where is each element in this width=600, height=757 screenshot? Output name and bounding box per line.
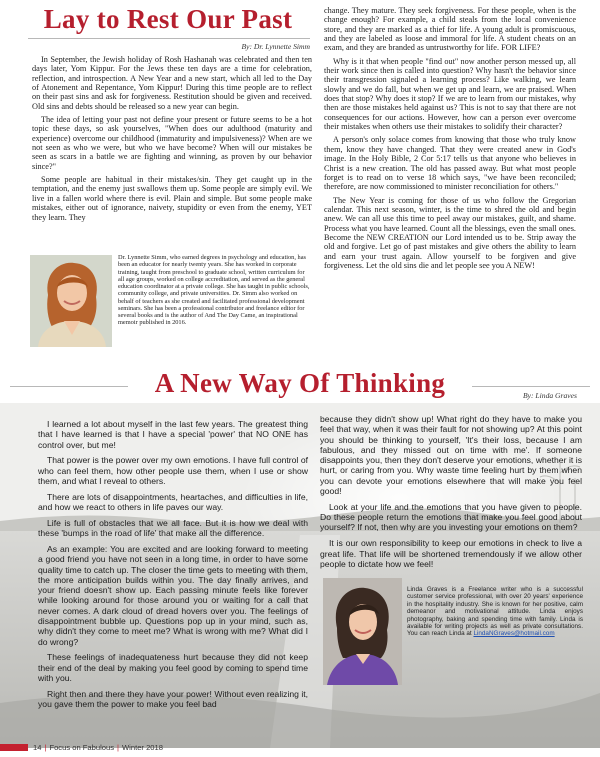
article-new-way-of-thinking xyxy=(0,365,600,757)
paragraph: I learned a lot about myself in the last few years. The greatest thing that I have learned is that I have a special 'power' that NO ONE has control over, but me! xyxy=(38,419,308,450)
author-bio-text: Dr. Lynnette Simm, who earned degrees in psychology and education, has been an educator for nearly twenty years. She has worked in corporate training, taught from preschool to graduate school, written curriculum for all age groups, worked on college accreditation, and served as the general education coordinator at a private college. She has taught in public schools, community college, and private universities. Dr. Simm also worked on behalf of teachers as she created and facilitated professional development seminars. She has been a professional contributor and freelance editor for several books and is the author of And The Day Came, an inspirational memoir published in 2016. xyxy=(118,254,310,327)
article-column-right xyxy=(324,6,576,274)
paragraph: because they didn't show up! What right do they have to make you feel that way, when it was their fault for not showing up? At this point you should be thinking to yourself, 'It's their loss, because I am fabulous, and they missed out on time with me'. If someone disappoints you, then they don't deserve your emotions, whether it is hurt, or caring from you. Why waste time feeling hurt by them when you can devote your emotions elsewhere that will make you feel good! xyxy=(320,414,582,497)
article-column-left xyxy=(32,55,312,226)
paragraph: Right then and there they have your power! Without even realizing it, you gave them the power to make you feel bad xyxy=(38,688,308,710)
paragraph: As an example: You are excited and are looking forward to meeting a good friend you have not seen in a long time, in order to have some quality time to catch up. The closer the time gets to meeting with them, the more anticipation builds within you. The day finally arrives, and your friend doesn't show up. Each passing minute feels like forever while looking around for those around you or waiting for a call that never comes. A dark cloud of dread hovers over you. The feelings of disappointment bubble up. Questions pop up in your mind, such as, why didn't they come to meet me? What is wrong with me? What did I do wrong? xyxy=(38,543,308,647)
author-bio-text xyxy=(407,586,583,638)
title-divider-left xyxy=(10,386,128,387)
page-footer xyxy=(0,742,600,757)
magazine-name: Focus on Fabulous xyxy=(49,743,115,752)
paragraph: Look at your life and the emotions that you have given to people. Do these people return the emotions that make you feel good about yourself? If not, then why are you investing your emotions on them? xyxy=(320,501,582,533)
issue-name: Winter 2018 xyxy=(122,743,163,752)
paragraph: That power is the power over my own emotions. I have full control of who can feel them, how other people use them, when I use or show them, and what I reveal to others. xyxy=(38,455,308,486)
paragraph: Some people are habitual in their mistakes/sin. They get caught up in the temptation, and the enemy just swallows them up. Some people are simply evil. We live in a fallen world where there is evil. Plain and simple. But some people make mistakes, either out of ignorance, naivety, stupidity or even from the enemy, YET they learn. They xyxy=(32,175,312,222)
article-column-left xyxy=(38,419,308,715)
footer-text xyxy=(33,742,163,753)
article-title: Lay to Rest Our Past xyxy=(43,4,293,34)
paragraph: Life is full of obstacles that we all face. But it is how we deal with these 'bumps in the road of life' that make all the difference. xyxy=(38,517,308,539)
page-number: 14 xyxy=(33,743,42,752)
paragraph: It is our own responsibility to keep our emotions in check to live a great life. That life will be shortened tremendously if we allow other people to dictate how we feel! xyxy=(320,538,582,569)
separator: | xyxy=(44,743,47,752)
paragraph: The New Year is coming for those of us who follow the Gregorian calendar. This next season, winter, is the time to shred the old and begin anew. We can all use this time to peel away our mistakes, guilt, and shame. Process what you have learned. Count all the blessings, even the small ones. Become the NEW CREATION our Lord intended us to be. Strip away the old and forgive. Let go of past mistakes and give others the ability to learn and earn your trust again. Allow yourself to be forgiven and give forgiveness. Let the old sins die and let people see you A NEW! xyxy=(324,195,576,270)
footer-accent-bar xyxy=(0,744,28,751)
paragraph: In September, the Jewish holiday of Rosh Hashanah was celebrated and then ten days later, Yom Kippur. For the Jews these ten days are a time for celebration, reflection, and introspection. A New Year and a new start, which all led to the Day of Atonement and Repentance, Yom Kippur! During this time people are to reflect on their past sins and ask for forgiveness. Restitution should be given and received. Old sins and debts should be released so a new year can begin. xyxy=(32,55,312,111)
article-byline: By: Linda Graves xyxy=(523,391,577,400)
author-portrait-icon xyxy=(30,255,112,347)
article-title: A New Way Of Thinking xyxy=(154,368,446,398)
paragraph: Why is it that when people "find out" now another person messed up, all their work since then is called into question? Why hasn't the behavior since their transgression signaled a learning process? Like walking, we learn slowly and we do fall, but when we get up and learn, we are praised. When does that stop? Why does it stop? If we are to learn from our mistakes, why then are those mistakes held against us? This is not to say that there are not consequences for our actions. However, how can a person ever overcome their mistakes when others use their mistakes to solidify their character? xyxy=(324,56,576,132)
author-bio-box xyxy=(30,255,312,347)
paragraph: The idea of letting your past not define your present or future seems to be a hot topic these days, so ask yourselves, "When does our adulthood (maturity and experience) overcome our childhood (immaturity and impulsiveness)? When are we not seen as who we were, but who we have become? When will our mistakes be seen as scars in a battle we are fighting and winning, as proven by our behavior since?" xyxy=(32,115,312,171)
paragraph: change. They mature. They seek forgiveness. For these people, when is the change enough? For example, a child steals from the local convenience store, and they are marked as a thief for life. A young adult is promiscuous, and they are labeled as loose and immoral for life. A student cheats on an exam, and they are branded as untrustworthy for life. FOR LIFE? xyxy=(324,6,576,53)
article-lay-to-rest xyxy=(0,0,600,365)
title-divider-right xyxy=(472,386,590,387)
author-bio-box xyxy=(323,578,583,685)
bio-body: Linda Graves is a Freelance writer who is a successful customer service professional, with over 20 years' experience in the hospitality industry. She is known for her positive, calm demeanor and motivational attitude. Linda enjoys photography, baking and spending time with family. Linda is available for writing projects as well as private consultations. You can reach Linda at xyxy=(407,586,583,638)
paragraph: These feelings of inadequateness hurt because they did not keep their end of the deal by making you feel good by coming to spend time with you. xyxy=(38,652,308,684)
separator: | xyxy=(117,743,120,752)
article-column-right xyxy=(320,414,582,575)
author-portrait-icon xyxy=(323,578,402,685)
author-photo xyxy=(323,578,402,685)
title-divider xyxy=(28,38,310,39)
author-photo xyxy=(30,255,112,347)
paragraph: A person's only solace comes from knowing that those who truly know them, know they have changed. That they were created anew in God's image. In the Holy Bible, 2 Cor 5:17 tells us that anyone who believes in Christ is a new creation. The old has passed away. But what most people forget is to read on to verse 18 which says, "we have been reconciled; therefore, are now commissioned to minister reconciliation for others." xyxy=(324,135,576,192)
article-byline: By: Dr. Lynnette Simm xyxy=(241,42,310,51)
paragraph: There are lots of disappointments, heartaches, and difficulties in life, and how we react to others in life paves our way. xyxy=(38,491,308,513)
author-email-link[interactable]: LindaNGraves@hotmail.com xyxy=(473,630,555,638)
